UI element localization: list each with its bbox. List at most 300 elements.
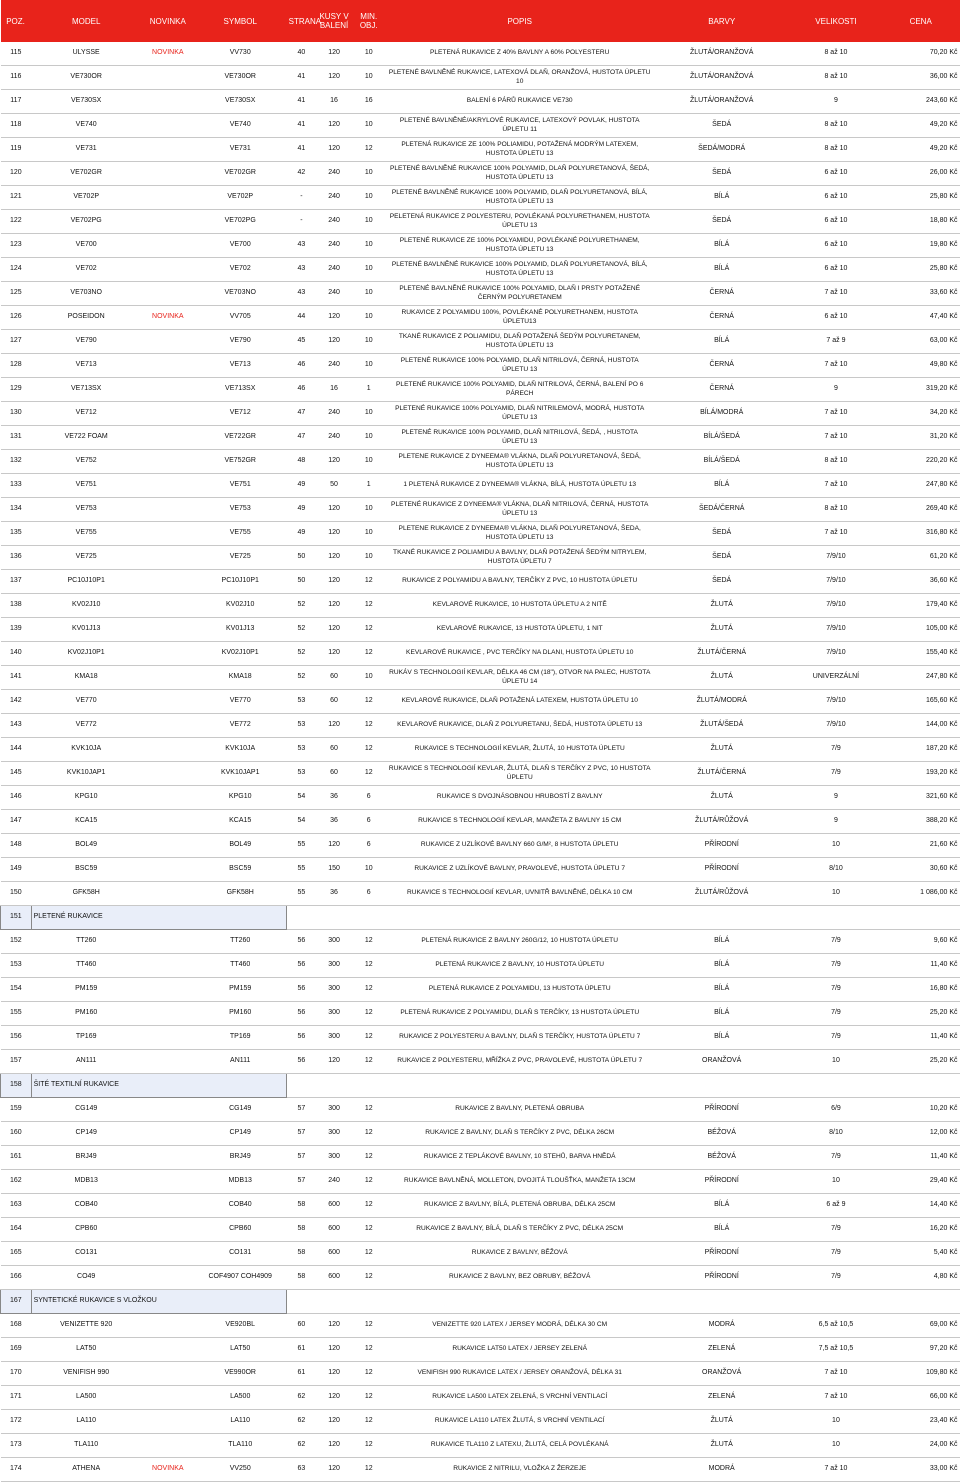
symbol-cell: VE700 bbox=[194, 234, 286, 258]
table-row bbox=[1, 138, 960, 162]
symbol-cell: VE752GR bbox=[194, 450, 286, 474]
kusy-cell: 120 bbox=[317, 498, 352, 522]
popis-cell: PELETENÁ RUKAVICE Z POLYESTERU, POVLÉKANÁ POLYURETHANEM, HUSTOTA ÚPLETU 13 bbox=[386, 210, 653, 234]
novinka-cell bbox=[141, 1002, 194, 1026]
kusy-cell: 240 bbox=[317, 234, 352, 258]
popis-cell: PLETENE RUKAVICE Z DYNEEMA® VLÁKNA, DLAŇ POLYURETANOVÁ, ŠEDA, HUSTOTA ÚPLETU 13 bbox=[386, 522, 653, 546]
strana-cell: 52 bbox=[286, 642, 317, 666]
pos-cell: 153 bbox=[1, 954, 32, 978]
kusy-cell: 300 bbox=[317, 1098, 352, 1122]
velikosti-cell: 7/9/10 bbox=[790, 618, 882, 642]
min-obj-cell: 10 bbox=[351, 234, 386, 258]
velikosti-cell: 6/9 bbox=[790, 1098, 882, 1122]
popis-cell: RUKAVICE Z BAVLNY, BEZ OBRUBY, BÉŽOVÁ bbox=[386, 1266, 653, 1290]
strana-cell: 53 bbox=[286, 690, 317, 714]
model-cell: TP169 bbox=[31, 1026, 141, 1050]
cena-cell: 220,20 Kč bbox=[882, 450, 960, 474]
model-cell: VE751 bbox=[31, 474, 141, 498]
model-cell: KMA18 bbox=[31, 666, 141, 690]
min-obj-cell: 12 bbox=[351, 978, 386, 1002]
velikosti-cell: 8 až 10 bbox=[790, 450, 882, 474]
barvy-cell: ČERNÁ bbox=[653, 282, 790, 306]
model-cell: MDB13 bbox=[31, 1170, 141, 1194]
popis-cell: TKANÉ RUKAVICE Z POLIAMIDU A BAVLNY, DLAŇ POTAŽENÁ ŠEDÝM NITRYLEM, HUSTOTA ÚPLETU 7 bbox=[386, 546, 653, 570]
kusy-cell: 240 bbox=[317, 1170, 352, 1194]
kusy-cell: 120 bbox=[317, 618, 352, 642]
velikosti-cell: 7,5 až 10,5 bbox=[790, 1338, 882, 1362]
min-obj-cell: 10 bbox=[351, 66, 386, 90]
velikosti-cell: 7/9/10 bbox=[790, 570, 882, 594]
popis-cell: RUKAVICE S TECHNOLOGIÍ KEVLAR, ŽLUTÁ, 10 HUSTOTA ÚPLETU bbox=[386, 738, 653, 762]
strana-cell: 49 bbox=[286, 474, 317, 498]
pos-cell: 166 bbox=[1, 1266, 32, 1290]
table-row bbox=[1, 1362, 960, 1386]
min-obj-cell: 12 bbox=[351, 1026, 386, 1050]
strana-cell: 53 bbox=[286, 762, 317, 786]
novinka-cell bbox=[141, 1098, 194, 1122]
model-cell: VENIZETTE 920 bbox=[31, 1314, 141, 1338]
kusy-cell: 120 bbox=[317, 114, 352, 138]
velikosti-cell: 8/10 bbox=[790, 1122, 882, 1146]
novinka-cell: NOVINKA bbox=[141, 1458, 194, 1482]
symbol-cell: BOL49 bbox=[194, 834, 286, 858]
pos-cell: 149 bbox=[1, 858, 32, 882]
popis-cell: PLETENÉ BAVLNĚNÉ RUKAVICE 100% POLYAMID, DLAŇ I PRSTY POTAŽENÉ ČERNÝM POLYURETANEM bbox=[386, 282, 653, 306]
popis-cell: VENIFISH 990 RUKAVICE LATEX / JERSEY ORANŽOVÁ, DÉLKA 31 bbox=[386, 1362, 653, 1386]
strana-cell: 42 bbox=[286, 162, 317, 186]
popis-cell: PLETENÁ RUKAVICE Z 40% BAVLNY A 60% POLYESTERU bbox=[386, 42, 653, 66]
novinka-cell bbox=[141, 186, 194, 210]
novinka-cell bbox=[141, 1362, 194, 1386]
velikosti-cell: 9 bbox=[790, 378, 882, 402]
barvy-cell: ŠEDÁ bbox=[653, 522, 790, 546]
table-row bbox=[1, 810, 960, 834]
table-row bbox=[1, 66, 960, 90]
min-obj-cell: 1 bbox=[351, 474, 386, 498]
barvy-cell: BÉŽOVÁ bbox=[653, 1146, 790, 1170]
pos-cell: 121 bbox=[1, 186, 32, 210]
pos-cell: 148 bbox=[1, 834, 32, 858]
velikosti-cell: 7 až 9 bbox=[790, 330, 882, 354]
min-obj-cell: 10 bbox=[351, 450, 386, 474]
header-strana: STRANA bbox=[286, 0, 317, 42]
velikosti-cell: 7/9/10 bbox=[790, 642, 882, 666]
pos-cell: 147 bbox=[1, 810, 32, 834]
model-cell: GFK58H bbox=[31, 882, 141, 906]
table-row bbox=[1, 282, 960, 306]
popis-cell: KEVLAROVÉ RUKAVICE, DLAŇ POTAŽENÁ LATEXEM, HUSTOTA ÚPLETU 10 bbox=[386, 690, 653, 714]
novinka-cell bbox=[141, 570, 194, 594]
novinka-cell bbox=[141, 1122, 194, 1146]
kusy-cell: 120 bbox=[317, 546, 352, 570]
barvy-cell: ČERNÁ bbox=[653, 354, 790, 378]
symbol-cell: VE731 bbox=[194, 138, 286, 162]
symbol-cell: VE702GR bbox=[194, 162, 286, 186]
novinka-cell bbox=[141, 810, 194, 834]
model-cell: PC10J10P1 bbox=[31, 570, 141, 594]
velikosti-cell: 7 až 10 bbox=[790, 1458, 882, 1482]
velikosti-cell: 10 bbox=[790, 1050, 882, 1074]
model-cell: CG149 bbox=[31, 1098, 141, 1122]
table-row bbox=[1, 1050, 960, 1074]
cena-cell: 34,20 Kč bbox=[882, 402, 960, 426]
pos-cell: 120 bbox=[1, 162, 32, 186]
barvy-cell: ŽLUTÁ/ORANŽOVÁ bbox=[653, 66, 790, 90]
cena-cell: 30,60 Kč bbox=[882, 858, 960, 882]
table-row bbox=[1, 714, 960, 738]
strana-cell: 41 bbox=[286, 138, 317, 162]
pos-cell: 144 bbox=[1, 738, 32, 762]
barvy-cell: BÍLÁ/MODRÁ bbox=[653, 402, 790, 426]
model-cell: VE702PG bbox=[31, 210, 141, 234]
model-cell: VE700 bbox=[31, 234, 141, 258]
kusy-cell: 120 bbox=[317, 66, 352, 90]
popis-cell: RUKAVICE BAVLNĚNÁ, MOLLETON, DVOJITÁ TLOUŠŤKA, MANŽETA 13CM bbox=[386, 1170, 653, 1194]
pos-cell: 158 bbox=[1, 1074, 32, 1098]
popis-cell: RUKAVICE Z BAVLNY, BÍLÁ, DLAŇ S TERČÍKY Z PVC, DÉLKA 25CM bbox=[386, 1218, 653, 1242]
kusy-cell: 120 bbox=[317, 1458, 352, 1482]
novinka-cell bbox=[141, 1170, 194, 1194]
min-obj-cell: 12 bbox=[351, 1122, 386, 1146]
min-obj-cell: 12 bbox=[351, 954, 386, 978]
barvy-cell: ŠEDÁ bbox=[653, 114, 790, 138]
symbol-cell: CPB60 bbox=[194, 1218, 286, 1242]
min-obj-cell: 12 bbox=[351, 1314, 386, 1338]
pos-cell: 154 bbox=[1, 978, 32, 1002]
header-kusy: KUSY V BALENÍ bbox=[317, 0, 352, 42]
pos-cell: 126 bbox=[1, 306, 32, 330]
kusy-cell: 120 bbox=[317, 1410, 352, 1434]
kusy-cell: 300 bbox=[317, 930, 352, 954]
popis-cell: PLETENÁ RUKAVICE Z BAVLNY, 10 HUSTOTA ÚPLETU bbox=[386, 954, 653, 978]
popis-cell: PLETENÉ RUKAVICE 100% POLYAMID, DLAŇ NITRILOVÁ, ČERNÁ, BALENÍ PO 6 PÁRECH bbox=[386, 378, 653, 402]
strana-cell: 52 bbox=[286, 618, 317, 642]
model-cell: BOL49 bbox=[31, 834, 141, 858]
model-cell: VE790 bbox=[31, 330, 141, 354]
popis-cell: PLETENÉ BAVLNĚNÉ RUKAVICE, LATEXOVÁ DLAŇ, ORANŽOVÁ, HUSTOTA ÚPLETU 10 bbox=[386, 66, 653, 90]
popis-cell: KEVLAROVÉ RUKAVICE, DLAŇ Z POLYURETANU, ŠEDÁ, HUSTOTA ÚPLETU 13 bbox=[386, 714, 653, 738]
model-cell: VE755 bbox=[31, 522, 141, 546]
popis-cell: RUKAVICE Z BAVLNY, BĚŽOVÁ bbox=[386, 1242, 653, 1266]
symbol-cell: VE772 bbox=[194, 714, 286, 738]
velikosti-cell: 7/9 bbox=[790, 1002, 882, 1026]
barvy-cell: ŽLUTÁ/ČERNÁ bbox=[653, 642, 790, 666]
min-obj-cell: 10 bbox=[351, 42, 386, 66]
kusy-cell: 600 bbox=[317, 1266, 352, 1290]
strana-cell: 60 bbox=[286, 1314, 317, 1338]
symbol-cell: KV02J10 bbox=[194, 594, 286, 618]
strana-cell: 57 bbox=[286, 1146, 317, 1170]
table-row bbox=[1, 858, 960, 882]
velikosti-cell: 8 až 10 bbox=[790, 66, 882, 90]
kusy-cell: 50 bbox=[317, 474, 352, 498]
pos-cell: 119 bbox=[1, 138, 32, 162]
kusy-cell: 60 bbox=[317, 690, 352, 714]
header-barvy: BARVY bbox=[653, 0, 790, 42]
strana-cell: 56 bbox=[286, 930, 317, 954]
barvy-cell: PŘÍRODNÍ bbox=[653, 1170, 790, 1194]
section-row bbox=[1, 906, 960, 930]
popis-cell: BALENÍ 6 PÁRŮ RUKAVICE VE730 bbox=[386, 90, 653, 114]
strana-cell: 49 bbox=[286, 522, 317, 546]
cena-cell: 19,80 Kč bbox=[882, 234, 960, 258]
symbol-cell: CG149 bbox=[194, 1098, 286, 1122]
kusy-cell: 300 bbox=[317, 1122, 352, 1146]
header-min: MIN. OBJ. bbox=[351, 0, 386, 42]
pos-cell: 136 bbox=[1, 546, 32, 570]
barvy-cell: ŠEDÁ bbox=[653, 162, 790, 186]
kusy-cell: 300 bbox=[317, 954, 352, 978]
barvy-cell: PŘÍRODNÍ bbox=[653, 834, 790, 858]
symbol-cell: VE703NO bbox=[194, 282, 286, 306]
symbol-cell: AN111 bbox=[194, 1050, 286, 1074]
table-row bbox=[1, 618, 960, 642]
min-obj-cell: 10 bbox=[351, 858, 386, 882]
popis-cell: RUKAVICE Z POLYESTERU, MŘÍŽKA Z PVC, PRAVOLEVÉ, HUSTOTA ÚPLETU 7 bbox=[386, 1050, 653, 1074]
popis-cell: KEVLAROVÉ RUKAVICE, 13 HUSTOTA ÚPLETU, 1 NIT bbox=[386, 618, 653, 642]
novinka-cell: NOVINKA bbox=[141, 306, 194, 330]
min-obj-cell: 10 bbox=[351, 522, 386, 546]
model-cell: ATHENA bbox=[31, 1458, 141, 1482]
table-row bbox=[1, 234, 960, 258]
strana-cell: 61 bbox=[286, 1338, 317, 1362]
pos-cell: 168 bbox=[1, 1314, 32, 1338]
strana-cell: 40 bbox=[286, 42, 317, 66]
table-row bbox=[1, 1410, 960, 1434]
barvy-cell: BÍLÁ bbox=[653, 258, 790, 282]
pos-cell: 138 bbox=[1, 594, 32, 618]
barvy-cell: PŘÍRODNÍ bbox=[653, 1242, 790, 1266]
velikosti-cell: 9 bbox=[790, 810, 882, 834]
barvy-cell: ZELENÁ bbox=[653, 1338, 790, 1362]
min-obj-cell: 12 bbox=[351, 1170, 386, 1194]
strana-cell: 41 bbox=[286, 66, 317, 90]
min-obj-cell: 12 bbox=[351, 1050, 386, 1074]
barvy-cell: ŽLUTÁ bbox=[653, 618, 790, 642]
cena-cell: 193,20 Kč bbox=[882, 762, 960, 786]
kusy-cell: 600 bbox=[317, 1242, 352, 1266]
symbol-cell: VE920BL bbox=[194, 1314, 286, 1338]
pos-cell: 170 bbox=[1, 1362, 32, 1386]
min-obj-cell: 10 bbox=[351, 666, 386, 690]
symbol-cell: KVK10JA bbox=[194, 738, 286, 762]
min-obj-cell: 12 bbox=[351, 1194, 386, 1218]
cena-cell: 179,40 Kč bbox=[882, 594, 960, 618]
cena-cell: 47,40 Kč bbox=[882, 306, 960, 330]
velikosti-cell: 10 bbox=[790, 834, 882, 858]
kusy-cell: 120 bbox=[317, 1050, 352, 1074]
symbol-cell: VE722GR bbox=[194, 426, 286, 450]
header-cena: CENA bbox=[882, 0, 960, 42]
min-obj-cell: 10 bbox=[351, 258, 386, 282]
kusy-cell: 300 bbox=[317, 1146, 352, 1170]
cena-cell: 36,60 Kč bbox=[882, 570, 960, 594]
model-cell: VE731 bbox=[31, 138, 141, 162]
strana-cell: 63 bbox=[286, 1458, 317, 1482]
cena-cell: 33,00 Kč bbox=[882, 1458, 960, 1482]
symbol-cell: GFK58H bbox=[194, 882, 286, 906]
barvy-cell: ŽLUTÁ/ORANŽOVÁ bbox=[653, 90, 790, 114]
velikosti-cell: 8 až 10 bbox=[790, 138, 882, 162]
symbol-cell: PM159 bbox=[194, 978, 286, 1002]
table-row bbox=[1, 522, 960, 546]
novinka-cell bbox=[141, 1410, 194, 1434]
novinka-cell bbox=[141, 90, 194, 114]
velikosti-cell: 7 až 10 bbox=[790, 282, 882, 306]
barvy-cell: BÍLÁ bbox=[653, 1218, 790, 1242]
min-obj-cell: 10 bbox=[351, 330, 386, 354]
novinka-cell bbox=[141, 354, 194, 378]
model-cell: TT460 bbox=[31, 954, 141, 978]
cena-cell: 49,20 Kč bbox=[882, 138, 960, 162]
kusy-cell: 300 bbox=[317, 978, 352, 1002]
cena-cell: 388,20 Kč bbox=[882, 810, 960, 834]
novinka-cell bbox=[141, 498, 194, 522]
barvy-cell: ORANŽOVÁ bbox=[653, 1362, 790, 1386]
model-cell: KV02J10P1 bbox=[31, 642, 141, 666]
symbol-cell: VE730SX bbox=[194, 90, 286, 114]
cena-cell: 21,60 Kč bbox=[882, 834, 960, 858]
table-row bbox=[1, 666, 960, 690]
barvy-cell: ŽLUTÁ bbox=[653, 786, 790, 810]
kusy-cell: 16 bbox=[317, 90, 352, 114]
velikosti-cell: 6,5 až 10,5 bbox=[790, 1314, 882, 1338]
pos-cell: 134 bbox=[1, 498, 32, 522]
header-row bbox=[1, 0, 960, 42]
strana-cell: 49 bbox=[286, 498, 317, 522]
novinka-cell bbox=[141, 138, 194, 162]
model-cell: COB40 bbox=[31, 1194, 141, 1218]
strana-cell: 47 bbox=[286, 426, 317, 450]
pos-cell: 139 bbox=[1, 618, 32, 642]
model-cell: CPB60 bbox=[31, 1218, 141, 1242]
pos-cell: 152 bbox=[1, 930, 32, 954]
barvy-cell: ŽLUTÁ/ČERNÁ bbox=[653, 762, 790, 786]
pos-cell: 137 bbox=[1, 570, 32, 594]
pos-cell: 117 bbox=[1, 90, 32, 114]
kusy-cell: 120 bbox=[317, 306, 352, 330]
pos-cell: 167 bbox=[1, 1290, 32, 1314]
barvy-cell: ŠEDÁ/MODRÁ bbox=[653, 138, 790, 162]
velikosti-cell: 7 až 10 bbox=[790, 426, 882, 450]
pos-cell: 125 bbox=[1, 282, 32, 306]
pos-cell: 157 bbox=[1, 1050, 32, 1074]
novinka-cell bbox=[141, 474, 194, 498]
header-model: MODEL bbox=[31, 0, 141, 42]
model-cell: KV02J10 bbox=[31, 594, 141, 618]
strana-cell: 57 bbox=[286, 1098, 317, 1122]
min-obj-cell: 10 bbox=[351, 498, 386, 522]
pos-cell: 142 bbox=[1, 690, 32, 714]
barvy-cell: BÍLÁ bbox=[653, 1002, 790, 1026]
novinka-cell bbox=[141, 450, 194, 474]
velikosti-cell: 7/9 bbox=[790, 954, 882, 978]
novinka-cell bbox=[141, 1434, 194, 1458]
novinka-cell bbox=[141, 1338, 194, 1362]
cena-cell: 319,20 Kč bbox=[882, 378, 960, 402]
symbol-cell: VE702 bbox=[194, 258, 286, 282]
table-row bbox=[1, 546, 960, 570]
model-cell: VE703NO bbox=[31, 282, 141, 306]
pos-cell: 165 bbox=[1, 1242, 32, 1266]
velikosti-cell: 7 až 10 bbox=[790, 1362, 882, 1386]
min-obj-cell: 10 bbox=[351, 306, 386, 330]
min-obj-cell: 12 bbox=[351, 738, 386, 762]
strana-cell: 52 bbox=[286, 594, 317, 618]
popis-cell: RUKAVICE Z BAVLNY, DLAŇ S TERČÍKY Z PVC, DÉLKA 26CM bbox=[386, 1122, 653, 1146]
cena-cell: 97,20 Kč bbox=[882, 1338, 960, 1362]
popis-cell: RUKAVICE Z NITRILU, VLOŽKA Z ŽERZEJE bbox=[386, 1458, 653, 1482]
cena-cell: 4,80 Kč bbox=[882, 1266, 960, 1290]
strana-cell: 50 bbox=[286, 546, 317, 570]
barvy-cell: BÍLÁ bbox=[653, 474, 790, 498]
table-row bbox=[1, 738, 960, 762]
pos-cell: 129 bbox=[1, 378, 32, 402]
pos-cell: 116 bbox=[1, 66, 32, 90]
popis-cell: RUKAVICE Z POLYESTERU A BAVLNY, DLAŇ S TERČÍKY, HUSTOTA ÚPLETU 7 bbox=[386, 1026, 653, 1050]
novinka-cell bbox=[141, 546, 194, 570]
table-row bbox=[1, 978, 960, 1002]
symbol-cell: VE712 bbox=[194, 402, 286, 426]
strana-cell: 54 bbox=[286, 786, 317, 810]
cena-cell: 66,00 Kč bbox=[882, 1386, 960, 1410]
novinka-cell bbox=[141, 714, 194, 738]
cena-cell: 11,40 Kč bbox=[882, 1146, 960, 1170]
cena-cell: 14,40 Kč bbox=[882, 1194, 960, 1218]
pos-cell: 143 bbox=[1, 714, 32, 738]
table-row bbox=[1, 1386, 960, 1410]
barvy-cell: ČERNÁ bbox=[653, 378, 790, 402]
symbol-cell: KCA15 bbox=[194, 810, 286, 834]
pos-cell: 123 bbox=[1, 234, 32, 258]
section-title: SYNTETICKÉ RUKAVICE S VLOŽKOU bbox=[31, 1290, 286, 1314]
velikosti-cell: 7 až 10 bbox=[790, 402, 882, 426]
velikosti-cell: 6 až 10 bbox=[790, 306, 882, 330]
min-obj-cell: 10 bbox=[351, 402, 386, 426]
barvy-cell: BÍLÁ bbox=[653, 1026, 790, 1050]
table-row bbox=[1, 1170, 960, 1194]
strana-cell: 57 bbox=[286, 1170, 317, 1194]
model-cell: KPG10 bbox=[31, 786, 141, 810]
velikosti-cell: 7 až 10 bbox=[790, 1386, 882, 1410]
model-cell: KVK10JA bbox=[31, 738, 141, 762]
novinka-cell bbox=[141, 426, 194, 450]
symbol-cell: VE740 bbox=[194, 114, 286, 138]
symbol-cell: TT460 bbox=[194, 954, 286, 978]
strana-cell: 55 bbox=[286, 882, 317, 906]
cena-cell: 33,60 Kč bbox=[882, 282, 960, 306]
popis-cell: RUKAVICE Z BAVLNY, BÍLÁ, PLETENÁ OBRUBA, DÉLKA 25CM bbox=[386, 1194, 653, 1218]
velikosti-cell: 7 až 10 bbox=[790, 354, 882, 378]
barvy-cell: ŽLUTÁ/RŮŽOVÁ bbox=[653, 810, 790, 834]
popis-cell: PLETENÉ RUKAVICE 100% POLYAMID, DLAŇ NITRILOVÁ, ČERNÁ, HUSTOTA ÚPLETU 13 bbox=[386, 354, 653, 378]
barvy-cell: BÍLÁ/ŠEDÁ bbox=[653, 426, 790, 450]
table-row bbox=[1, 426, 960, 450]
model-cell: LA500 bbox=[31, 1386, 141, 1410]
kusy-cell: 120 bbox=[317, 1386, 352, 1410]
novinka-cell bbox=[141, 1194, 194, 1218]
strana-cell: 44 bbox=[286, 306, 317, 330]
barvy-cell: BÍLÁ/ŠEDÁ bbox=[653, 450, 790, 474]
barvy-cell: PŘÍRODNÍ bbox=[653, 858, 790, 882]
barvy-cell: ČERNÁ bbox=[653, 306, 790, 330]
strana-cell: 61 bbox=[286, 1362, 317, 1386]
novinka-cell bbox=[141, 402, 194, 426]
cena-cell: 144,00 Kč bbox=[882, 714, 960, 738]
kusy-cell: 36 bbox=[317, 810, 352, 834]
barvy-cell: ZELENÁ bbox=[653, 1386, 790, 1410]
novinka-cell bbox=[141, 1266, 194, 1290]
